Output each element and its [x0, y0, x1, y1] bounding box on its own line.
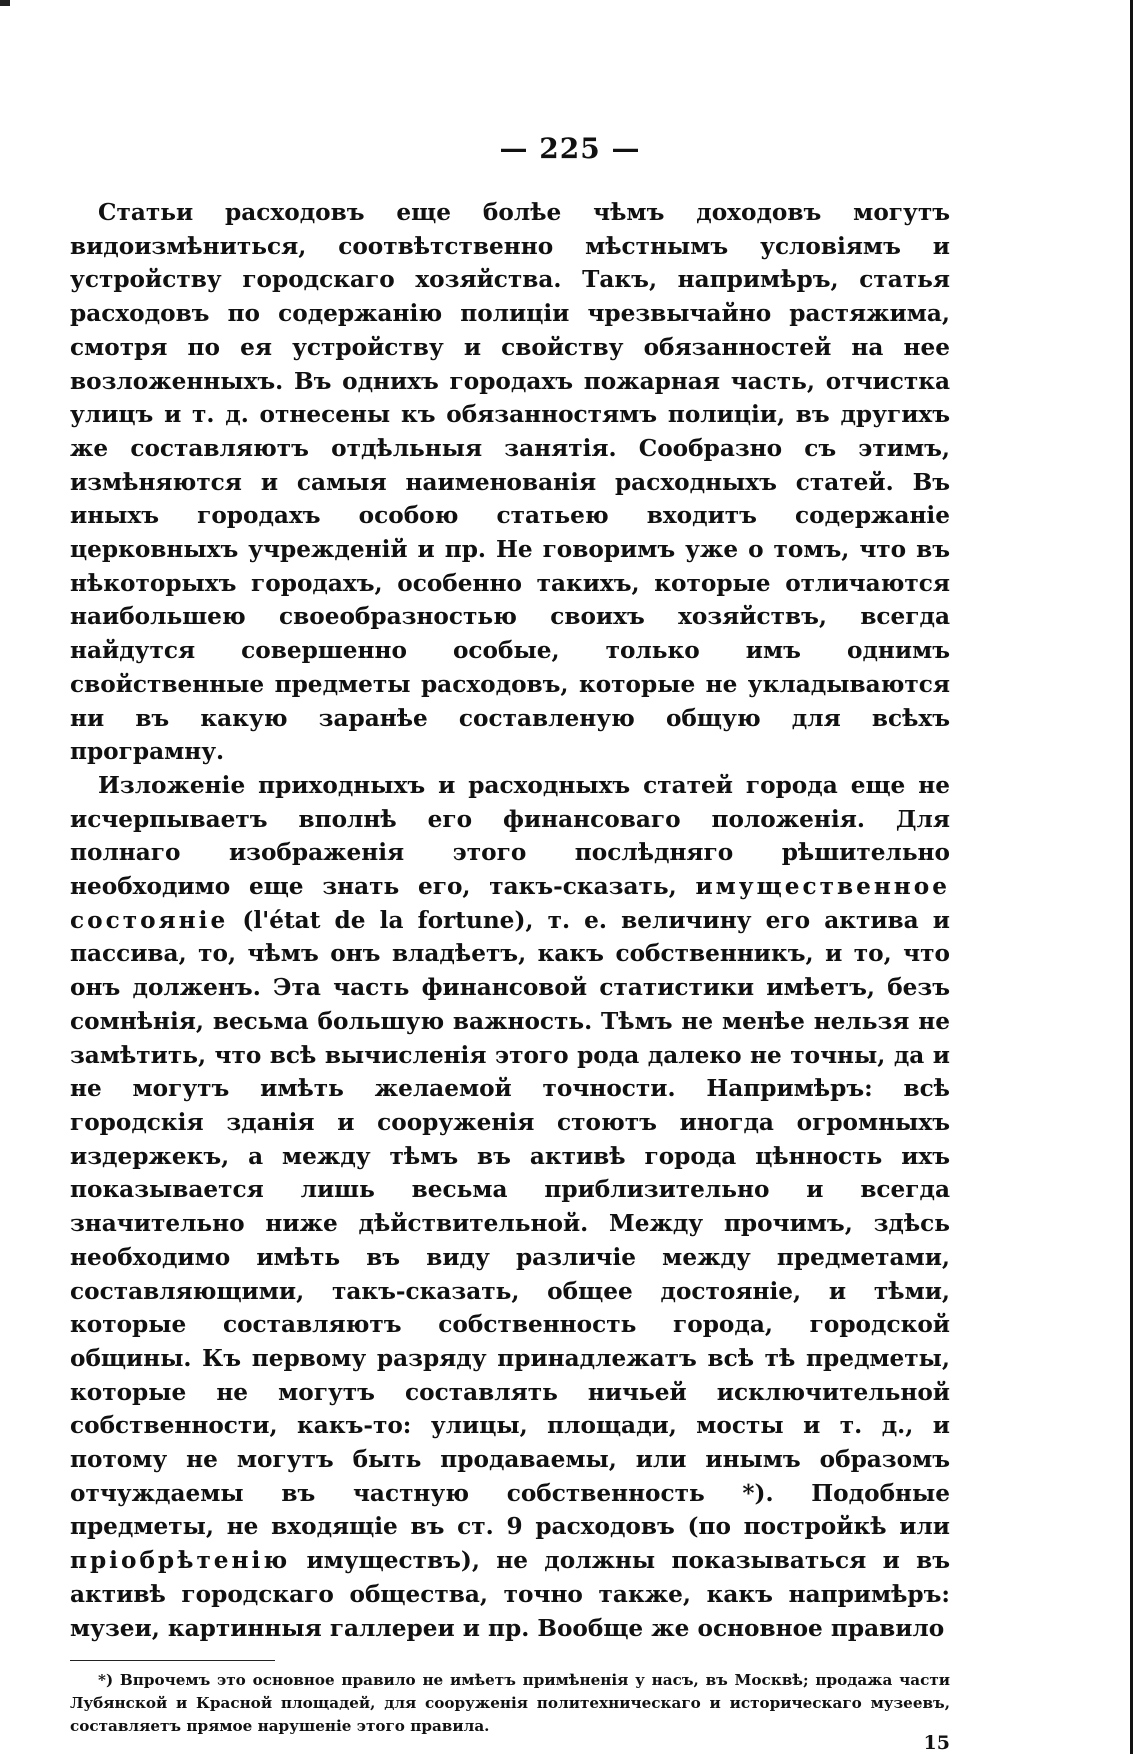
- signature-mark: 15: [923, 1732, 950, 1754]
- spaced-emphasis: пріобрѣтенію: [70, 1547, 291, 1575]
- scan-page-edge: [1130, 0, 1133, 1754]
- paragraph-part: (l'état de la fortune), т. е. величину его актива и пассива, то, чѣмъ онъ владѣетъ, какъ собственникъ, и то, что онъ долженъ. Эта часть финансовой статистики имѣетъ, безъ сомнѣнія, весьма большую важность. Тѣмъ не менѣе нельзя не замѣтить, что всѣ вычисленія этого рода далеко не точны, да и не могутъ имѣть желаемой точности. Напримѣръ: всѣ городскія зданія и сооруженія стоютъ иногда огромныхъ издержекъ, а между тѣмъ въ активѣ города цѣнность ихъ показывается лишь весьма приблизительно и всегда значительно ниже дѣйствительной. Между прочимъ, здѣсь необходимо имѣть въ виду различіе между предметами, составляющими, такъ-сказать, общее достояніе, и тѣми, которые составляютъ собственность города, городской общины. Къ первому разряду принадлежатъ всѣ тѣ предметы, которые не могутъ составлять ничьей исключительной собственности, какъ-то: улицы, площади, мосты и т. д., и потому не могутъ быть продаваемы, или инымъ образомъ отчуждаемы въ частную собственность *). Подобные предметы, не входящіе въ ст. 9 расходовъ (по постройкѣ или: [70, 906, 951, 1541]
- page-number: — 225 —: [499, 132, 641, 165]
- paragraph-part: имуществъ), не должны показываться и въ активѣ городскаго общества, точно также, какъ напримѣръ: музеи, картинныя галлереи и пр. Вообще же основное правило: [70, 1547, 950, 1642]
- footnote: *) Впрочемъ это основное правило не имѣетъ примѣненія у насъ, въ Москвѣ; продажа части Лубянской и Красной площадей, для сооруженія политехническаго и историческаго музеевъ, составляетъ прямое нарушеніе этого правила.: [70, 1671, 950, 1735]
- paragraph-expenses: Статьи расходовъ еще болѣе чѣмъ доходовъ могутъ видоизмѣниться, соотвѣтственно мѣстнымъ условіямъ и устройству городскаго хозяйства. Такъ, напримѣръ, статья расходовъ по содержанію полиціи чрезвычайно растяжима, смотря по ея устройству и свойству обязанностей на нее возложенныхъ. Въ однихъ городахъ пожарная часть, отчистка улицъ и т. д. отнесены къ обязанностямъ полиціи, въ другихъ же составляютъ отдѣльныя занятія. Сообразно съ этимъ, измѣняются и самыя наименованія расходныхъ статей. Въ иныхъ городахъ особою статьею входитъ содержаніе церковныхъ учрежденій и пр. Не говоримъ уже о томъ, что въ нѣкоторыхъ городахъ, особенно такихъ, которые отличаются наибольшею своеобразностью своихъ хозяйствъ, всегда найдутся совершенно особые, только имъ однимъ свойственные предметы расходовъ, которые не укладываются ни въ какую заранѣе составленую общую для всѣхъ програмну.: [70, 199, 950, 766]
- main-text: [70, 196, 950, 1645]
- paragraph-part: Изложеніе приходныхъ и расходныхъ статей города еще не исчерпываетъ вполнѣ его финансоваго положенія. Для полнаго изображенія этого послѣдняго рѣшительно необходимо еще знать его, такъ-сказать,: [70, 771, 950, 901]
- scan-edge-mark: [0, 0, 10, 6]
- footnote-divider: [70, 1660, 275, 1661]
- paragraph-property-state: [70, 769, 950, 1645]
- spaced-emphasis: имущественное состояніе: [70, 873, 950, 934]
